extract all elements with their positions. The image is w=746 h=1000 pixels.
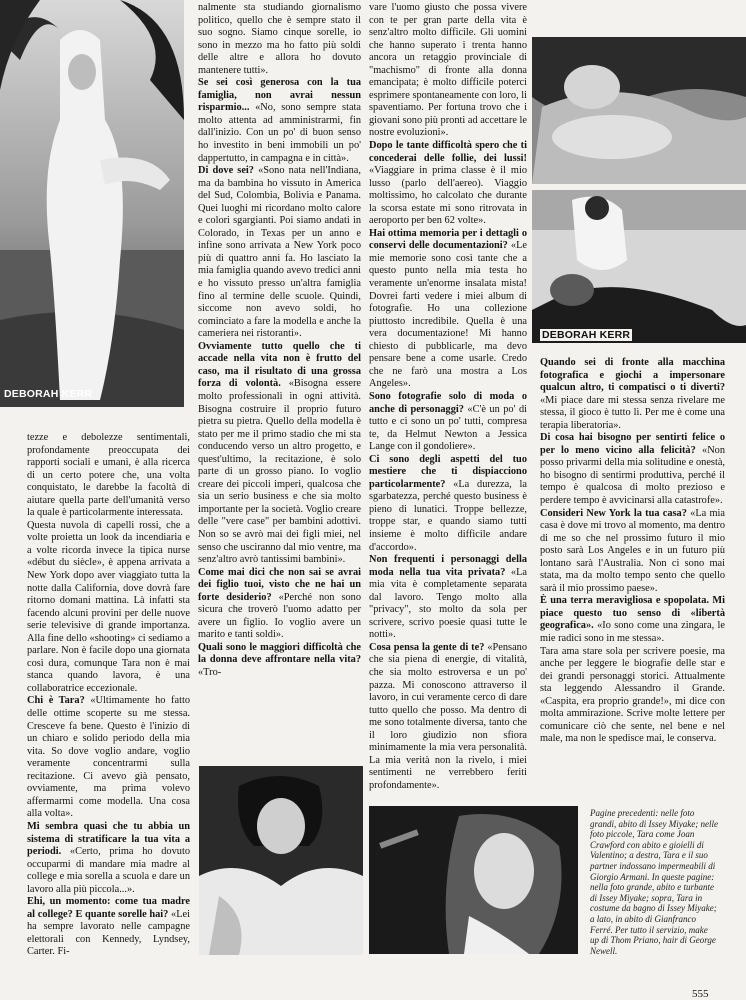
interview-question: Come mai dici che non sai se avrai dei figlio tuoi, visto che ne hai un forte desiderio?: [198, 566, 361, 603]
interview-answer: «Pensano che sia piena di energie, di vitalità, che sia molto estroversa e un po' pazza. Mi conoscono attraverso il lavoro, in cui veramente cerco di dare tutto quello che posso. Ma dentro di me sono totalmente diversa, tanto che il loro giudizio non sfiora minimamente la mia vera personalità. La mia verità non la rivelo, i miei sentimenti ne verrebbero feriti profondamente».: [369, 641, 528, 791]
interview-question: Ehi, un momento: come tua madre al college? E quante sorelle hai?: [27, 896, 190, 920]
article-column-3: [369, 2, 527, 792]
paragraph: [27, 896, 190, 959]
paragraph: [27, 432, 190, 520]
interview-answer: «Viaggiare in prima classe è il mio lusso (parlo dell'aereo). Viaggio moltissimo, ho calcolato che durante la scorsa estate mi sono ritrovata in aeroporto per ben 62 volte».: [369, 165, 527, 227]
paragraph: [198, 341, 361, 567]
interview-answer: «Mi piace dare mi stessa senza rivelare me stessa, il gioco è tutto lì. Per me è come una terapia liberatoria».: [540, 394, 725, 431]
interview-question: Ovviamente tutto quello che ti accade nella vita non è frutto del caso, ma il risultato di una grossa forza di volontà.: [198, 340, 361, 390]
paragraph: [540, 595, 725, 645]
interview-question: Quali sono le maggiori difficoltà che la donna deve affrontare nella vita?: [198, 641, 361, 666]
interview-question: Sono fotografie solo di moda o anche di personaggi?: [369, 390, 527, 415]
interview-question: Consideri New York la tua casa?: [540, 507, 687, 519]
interview-question: Non frequenti i personaggi della moda nella tua vita privata?: [369, 554, 527, 578]
paragraph: [369, 554, 527, 642]
interview-answer: «La mia vita è completamente separata dal lavoro. Tengo molto alla "privacy", sto molto da sola per scrivere, scrivo poesie quasi tutte le notti».: [369, 566, 527, 641]
paragraph: [27, 821, 190, 896]
interview-answer: «Io sono come una zingara, le mie radici sono in me stessa».: [540, 620, 725, 645]
paragraph: [27, 695, 190, 820]
interview-question: Se sei così generosa con la tua famiglia, non avrai nessun risparmio...: [198, 77, 361, 114]
interview-answer: «La durezza, la sgarbatezza, perché questo business è pieno di lunatici. Troppe bellezze, troppe star, e quando siamo tutti insieme è molto difficile andare d'accordo».: [369, 478, 527, 553]
paragraph: [27, 520, 190, 696]
interview-answer: «La mia casa è dove mi trovo al momento, ma dentro di me so che nel prossimo futuro il mio posto sarà Los Angeles e in un futuro più lontano sarà l'Australia. Non ci sono mai stata, ma da molto tempo sento che quello sarà il mio prossimo paese».: [540, 507, 725, 594]
page-number: 555: [692, 988, 709, 1000]
photo-label-right: DEBORAH KERR: [542, 329, 631, 341]
paragraph: [198, 2, 361, 77]
col2-paragraphs: [198, 2, 361, 680]
interview-question: Chi è Tara?: [27, 695, 85, 707]
article-column-2: [198, 2, 361, 680]
interview-answer: «Le mie memorie sono così tante che a questo punto nella mia testa ho veramente un'enorme insalata mista! Dovrei farti vedere i miei album di fotografie. Ho una collezione piuttosto incredibile. Quella è una vera documentazione! Mi hanno chiesto di pubblicarle, ma devo pensare bene a come usarle. Credo che ne farò una mostra a Los Angeles».: [369, 240, 528, 390]
interview-answer: «Non posso privarmi della mia solitudine e onestà, ho bisogno di sentirmi produttiva, perché il tempo è qualcosa di molto prezioso e perdere tempo è avvicinarsi alla catastrofe».: [540, 444, 726, 507]
photo-woman-cigarette: [369, 806, 578, 954]
interview-answer: «Certo, prima ho dovuto occuparmi di mandare mia madre al college e mia sorella a scuola e dare un lavoro alla più piccola...».: [27, 846, 190, 895]
interview-question: Hai ottima memoria per i dettagli o conservi delle documentazioni?: [369, 227, 527, 252]
interview-answer: «Ultimamente ho fatto delle ottime scoperte su me stessa. Cresceve fa bene. Questo è l'inizio di un chiaro e solido periodo della mia vita. So dove voglio andare, voglio veramente concentrarmi sulla recitazione. Ci avevo già pensato, ovviamente, ma prima volevo affermarmi come modella. Una cosa alla volta».: [27, 695, 190, 820]
paragraph: [540, 508, 725, 596]
body-text: Tara ama stare sola per scrivere poesie, ma anche per leggere le biografie delle star e dei grandi personaggi storici. Attualmente sta leggendo Alessandro il Grande. «Caspita, era proprio grande!», mi dice con molta ammirazione. Scrive molte lettere per comunicare ciò che sente, nel bene e nel male, ma non le spedisce mai, le conserva.: [540, 645, 725, 745]
paragraph: [540, 432, 725, 507]
paragraph: [369, 642, 527, 793]
interview-question: Mi sembra quasi che tu abbia un sistema di stratificare la tua vita a periodi.: [27, 820, 190, 858]
interview-question: Di dove sei?: [198, 165, 254, 177]
paragraph: [198, 165, 361, 341]
interview-question: Ci sono degli aspetti del tuo mestiere che ti dispiacciono particolarmente?: [369, 453, 527, 490]
interview-answer: «C'è un po' di tutto e ci sono un po' tutti, compresa te, da Helmut Newton a Jessica Lange con il gondoliere».: [369, 403, 528, 453]
body-text: nalmente sta studiando giornalismo politico, quello che è sempre stato il suo sogno. Siamo cinque sorelle, io sono in mezzo ma ho fatto più soldi delle altre e allora ho dovuto mantenere tutti».: [198, 2, 361, 76]
paragraph: [540, 357, 725, 432]
photo-couple-rocks: [532, 37, 746, 184]
interview-question: Cosa pensa la gente di te?: [369, 641, 485, 653]
interview-question: Di cosa hai bisogno per sentirti felice o per lo meno vicino alla felicità?: [540, 432, 725, 456]
interview-answer: «Bisogna essere molto professionali in ogni attività. Bisogna costruire il proprio futuro pietra su pietra. Quello della modella è stato per me il primo stadio che mi sta conducendo verso un altro progetto, e quest'ultimo, la recitazione, è solo parte di un grosso piano. Io voglio creare dei piccoli imperi, qualcosa che sia un serio business e che sia molto importante per la società. Voglio creare delle "vere case" per bambini adottivi. Non so se avrò mai dei figli miei, nel senso che usciranno dal mio ventre, ma senz'altro avrò tantissimi bambini».: [198, 378, 361, 566]
paragraph: [369, 454, 527, 554]
interview-question: Quando sei di fronte alla macchina fotografica e giochi a impersonare qualcun altro, ti compatisci o ti diverti?: [540, 357, 725, 394]
paragraph: [369, 391, 527, 454]
interview-answer: «Tro-: [198, 666, 222, 678]
col3-paragraphs: [369, 2, 527, 792]
article-column-4: [540, 357, 725, 746]
paragraph: [198, 567, 361, 642]
body-text: Questa nuvola di capelli rossi, che a volte proietta un look da incendiaria e a volte ricorda invece la tipica nurse «début du siècle», è appena arrivata a New York dopo aver viaggiato tutta la notte dalla California, dove dovrà fare ritorno domani mattina. Là infatti sta facendo alcuni provini per delle nuove serie televisive di grande importanza. Alla fine dello «shooting» ci sediamo a parlare. Non è facile dopo una giornata così dura, comunque Tara non è mai stanca quando lavora, è una collaboratrice eccezionale.: [27, 519, 190, 694]
body-text: vare l'uomo giusto che possa vivere con te per gran parte della vita è senz'altro molto difficile. Gli uomini che hanno superato i trenta hanno ancora un retaggio provinciale di "machismo" di fronte alla donna emancipata; è molto difficile poterci esprimere spontaneamente con loro, li spaventiamo. Per fortuna trovo che i giovani sono più pronti ad accettare le nostre evoluzioni».: [369, 2, 527, 139]
col4-paragraphs: [540, 357, 725, 746]
paragraph: [540, 646, 725, 746]
paragraph: [198, 642, 361, 680]
col1-paragraphs: [27, 432, 190, 959]
paragraph: [369, 140, 527, 228]
paragraph: [369, 2, 527, 140]
interview-answer: «Perché non sono sicura che troverò l'uomo adatto per avere un figlio. Io voglio avere un marito e tanti soldi».: [198, 591, 361, 641]
body-text: tezze e debolezze sentimentali, profondamente preoccupata dei rapporti sociali e umani, è alla ricerca di un certo potere che, una volta conquistato, le darebbe la facoltà di aiutare quella parte dell'umanità verso la quale è particolarmente interessata.: [27, 432, 190, 519]
photo-label-left: DEBORAH KERR: [4, 388, 93, 400]
interview-question: Dopo le tante difficoltà spero che ti concederai delle follie, dei lussi!: [369, 140, 527, 164]
paragraph: [369, 228, 527, 391]
interview-answer: «Sono nata nell'Indiana, ma da bambina ho vissuto in America del Sud, Colombia, Bolivia e Panama. Quei luoghi mi ricordano molto calore e colori sgargianti. Poi siamo andati in Colorado, in Texas per un anno e infine sono arrivata a New York poco più di quattro anni fa. Ho lasciato la mia famiglia quando avevo tredici anni e ho vissuto presso un'altra famiglia fino al termine delle scuole. Quindi, siccome non avevo soldi, ho cominciato a fare la modella e anche la cameriera nei ristoranti».: [198, 165, 361, 340]
photo-nun-palms: [0, 0, 184, 407]
interview-answer: «No, sono sempre stata molto attenta ad amministrarmi, fin dall'inizio. Con un po' di buon senso ho investito in beni immobili un po' dappertutto, in campagna e in città».: [198, 102, 361, 164]
paragraph: [198, 77, 361, 165]
interview-question: È una terra meravigliosa e spopolata. Mi piace questo tuo senso di «libertà geografica».: [540, 595, 725, 632]
photo-beach-couple: [532, 190, 746, 343]
photo-credits-caption: Pagine precedenti: nelle foto grandi, abito di Issey Miyake; nelle foto piccole, Tara come Joan Crawford con abito e gioielli di Valentino; a destra, Tara e il suo partner indossano impermeabili di Giorgio Armani. In queste pagine: nella foto grande, abito e turbante di Issey Miyake; sopra, Tara in costume da bagno di Issey Miyake; a lato, in abito di Gianfranco Ferré. Per tutto il servizio, make up di Thom Priano, hair di George Newell.: [590, 808, 718, 956]
photo-crawford-fur: [199, 766, 363, 955]
interview-answer: «Lei ha sempre lavorato nelle campagne elettorali con Kennedy, Lyndsey, Carter. Fi-: [27, 908, 190, 958]
article-column-1: [27, 432, 190, 959]
